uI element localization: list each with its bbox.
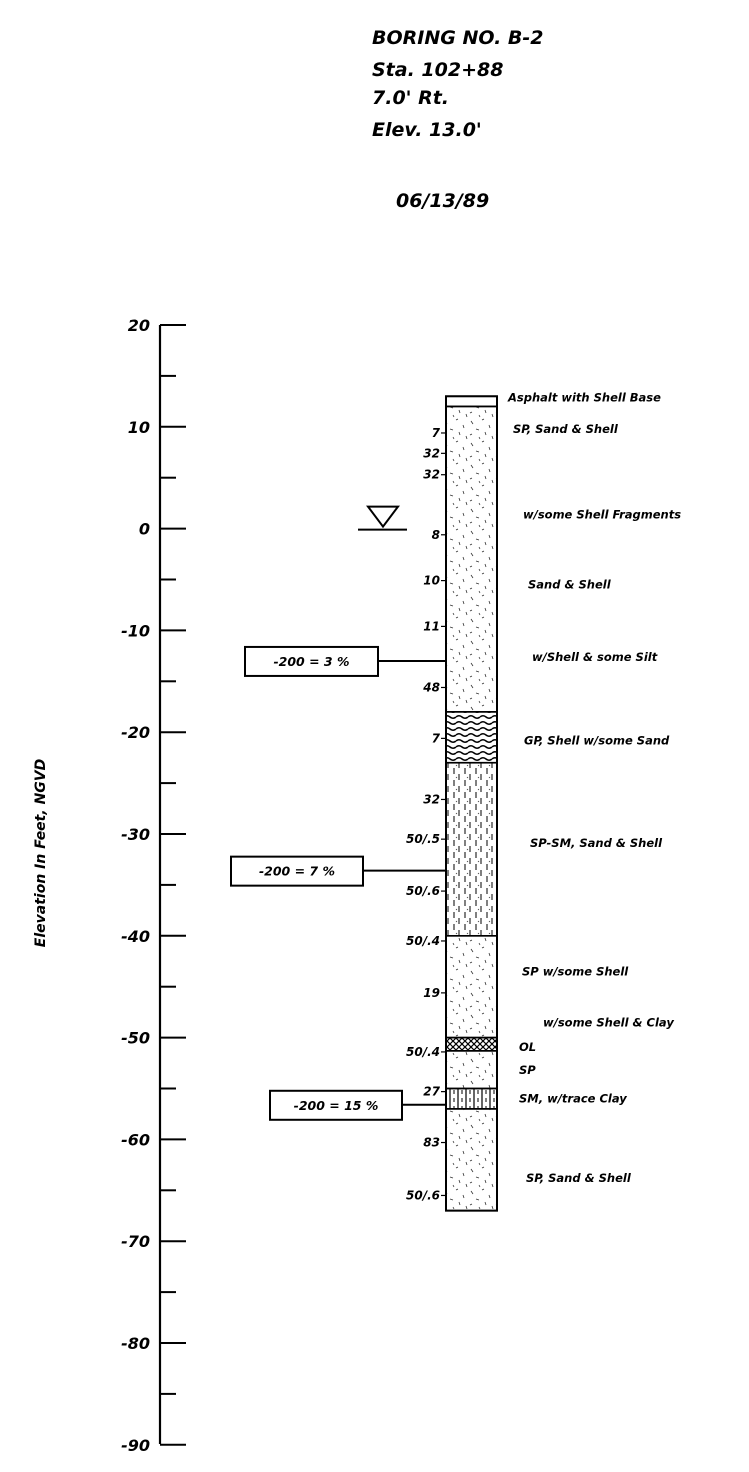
soil-column (446, 396, 497, 1210)
tick-label: -40 (121, 926, 150, 946)
blow-count: 50/.6 (406, 1188, 440, 1203)
blow-count: 48 (423, 680, 440, 695)
blow-count: 83 (423, 1135, 440, 1150)
tick-label: -50 (121, 1028, 150, 1048)
tick-label: 10 (127, 417, 150, 437)
stratum-silt-clay (446, 1089, 497, 1109)
tick-label: 20 (127, 316, 150, 335)
stratum-gravel (446, 712, 497, 763)
tick-label: -60 (121, 1130, 150, 1150)
stratum-organic (446, 1038, 497, 1051)
tick-label: -30 (121, 825, 150, 844)
blow-count: 11 (423, 619, 440, 634)
tick-label: -80 (121, 1334, 150, 1353)
boring-number: BORING NO. B-2 (372, 27, 544, 49)
axis-title: Elevation In Feet, NGVD (33, 758, 49, 948)
station-label: Sta. 102+88 (372, 59, 504, 81)
blow-count: 50/.4 (406, 1044, 440, 1059)
blow-count: 19 (423, 985, 440, 1000)
stratum-sand (446, 936, 497, 1038)
stratum-silty-sand (446, 763, 497, 936)
tick-label: -20 (121, 723, 150, 743)
blow-count: 8 (431, 527, 440, 542)
stratum-description: Sand & Shell (528, 577, 611, 592)
elevation-axis (121, 316, 186, 1455)
stratum-sand (446, 406, 497, 711)
elevation-label: Elev. 13.0' (372, 119, 482, 141)
stratum-description: GP, Shell w/some Sand (524, 733, 670, 748)
blow-count: 7 (431, 425, 440, 440)
stratum-asphalt (446, 396, 497, 406)
blow-count: 50/.5 (406, 832, 440, 847)
stratum-sand (446, 1109, 497, 1211)
offset-label: 7.0' Rt. (372, 87, 450, 109)
fines-label: -200 = 3 % (273, 653, 350, 669)
blow-count: 32 (423, 792, 440, 807)
blow-count: 10 (423, 573, 440, 588)
tick-label: 0 (138, 519, 150, 539)
stratum-sand (446, 1051, 497, 1089)
stratum-description: SP (519, 1063, 536, 1078)
blow-count: 50/.4 (406, 933, 440, 948)
tick-label: -70 (121, 1232, 150, 1252)
stratum-description: w/some Shell & Clay (543, 1015, 674, 1030)
water-table-triangle (368, 507, 398, 527)
blow-count: 32 (423, 467, 440, 482)
stratum-description: w/Shell & some Silt (532, 649, 658, 664)
stratum-description: SP, Sand & Shell (526, 1171, 631, 1186)
stratum-description: SM, w/trace Clay (519, 1091, 627, 1106)
stratum-description: Asphalt with Shell Base (508, 390, 661, 405)
stratum-description: SP-SM, Sand & Shell (530, 836, 663, 851)
fines-label: -200 = 7 % (258, 863, 336, 879)
fines-label: -200 = 15 % (293, 1097, 379, 1113)
blow-count-group (406, 426, 446, 1202)
blow-count: 27 (423, 1084, 440, 1099)
boring-date: 06/13/89 (396, 190, 490, 212)
tick-label: -10 (121, 621, 150, 641)
blow-count: 50/.6 (406, 884, 440, 899)
stratum-description: OL (519, 1039, 537, 1054)
stratum-description: SP, Sand & Shell (513, 421, 618, 436)
stratum-description: SP w/some Shell (522, 964, 629, 979)
description-group (507, 390, 681, 1185)
blow-count: 32 (423, 446, 440, 461)
water-table-icon (358, 507, 407, 530)
blow-count: 7 (431, 731, 440, 746)
tick-label: -90 (121, 1435, 150, 1455)
stratum-description: w/some Shell Fragments (523, 507, 682, 522)
